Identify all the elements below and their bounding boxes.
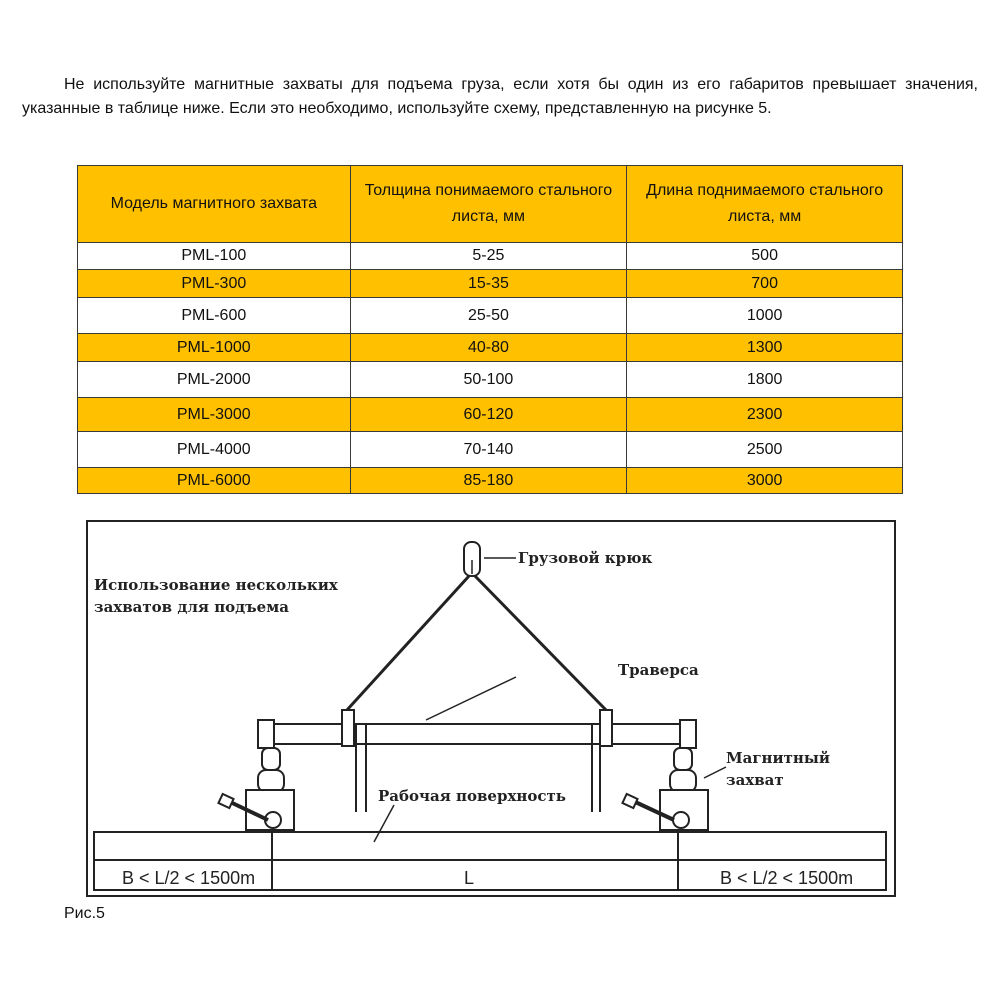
figure-caption: Рис.5 — [64, 905, 105, 922]
hook-icon — [464, 542, 480, 576]
hook-label: Грузовой крюк — [518, 549, 653, 567]
dimension-left: B < L/2 < 1500m — [122, 868, 256, 888]
cell-thickness: 5-25 — [350, 243, 627, 270]
cell-length: 1800 — [627, 362, 903, 398]
cell-model: PML-6000 — [78, 468, 351, 494]
cell-model: PML-300 — [78, 270, 351, 298]
cell-thickness: 85-180 — [350, 468, 627, 494]
table-row — [78, 398, 903, 432]
beam-label: Траверса — [618, 661, 699, 679]
cell-length: 3000 — [627, 468, 903, 494]
table-row — [78, 362, 903, 398]
cell-model: PML-3000 — [78, 398, 351, 432]
table-row — [78, 298, 903, 334]
lifting-diagram — [86, 520, 896, 897]
cell-length: 500 — [627, 243, 903, 270]
cell-length: 700 — [627, 270, 903, 298]
cell-length: 1300 — [627, 334, 903, 362]
header-thickness: Толщина понимаемого стального листа, мм — [350, 166, 627, 243]
spec-table — [77, 165, 903, 494]
header-length: Длина поднимаемого стального листа, мм — [627, 166, 903, 243]
dimension-right: B < L/2 < 1500m — [720, 868, 854, 888]
cell-model: PML-4000 — [78, 432, 351, 468]
intro-paragraph — [22, 73, 978, 121]
cell-thickness: 40-80 — [350, 334, 627, 362]
table-row — [78, 243, 903, 270]
gripper-label-line2: захват — [726, 771, 784, 789]
cell-thickness: 50-100 — [350, 362, 627, 398]
cell-model: PML-1000 — [78, 334, 351, 362]
cell-model: PML-100 — [78, 243, 351, 270]
dimension-center: L — [464, 868, 475, 888]
cell-length: 2300 — [627, 398, 903, 432]
figure-title-line2: захватов для подъема — [94, 598, 289, 616]
table-row — [78, 270, 903, 298]
table-row — [78, 334, 903, 362]
table-row — [78, 468, 903, 494]
table-row — [78, 432, 903, 468]
cell-thickness: 70-140 — [350, 432, 627, 468]
cell-length: 2500 — [627, 432, 903, 468]
table-header-row — [78, 166, 903, 243]
cell-thickness: 15-35 — [350, 270, 627, 298]
figure-title-line1: Использование нескольких — [94, 576, 338, 594]
cell-length: 1000 — [627, 298, 903, 334]
cell-model: PML-600 — [78, 298, 351, 334]
gripper-label-line1: Магнитный — [726, 749, 831, 767]
cell-thickness: 60-120 — [350, 398, 627, 432]
cell-thickness: 25-50 — [350, 298, 627, 334]
intro-text: Не используйте магнитные захваты для подъема груза, если хотя бы один из его габаритов превышает значения, указанные в таблице ниже. Если это необходимо, используйте схему, представленную на рисунке 5. — [22, 76, 978, 117]
surface-label: Рабочая поверхность — [378, 787, 566, 805]
header-model: Модель магнитного захвата — [78, 166, 351, 243]
cell-model: PML-2000 — [78, 362, 351, 398]
